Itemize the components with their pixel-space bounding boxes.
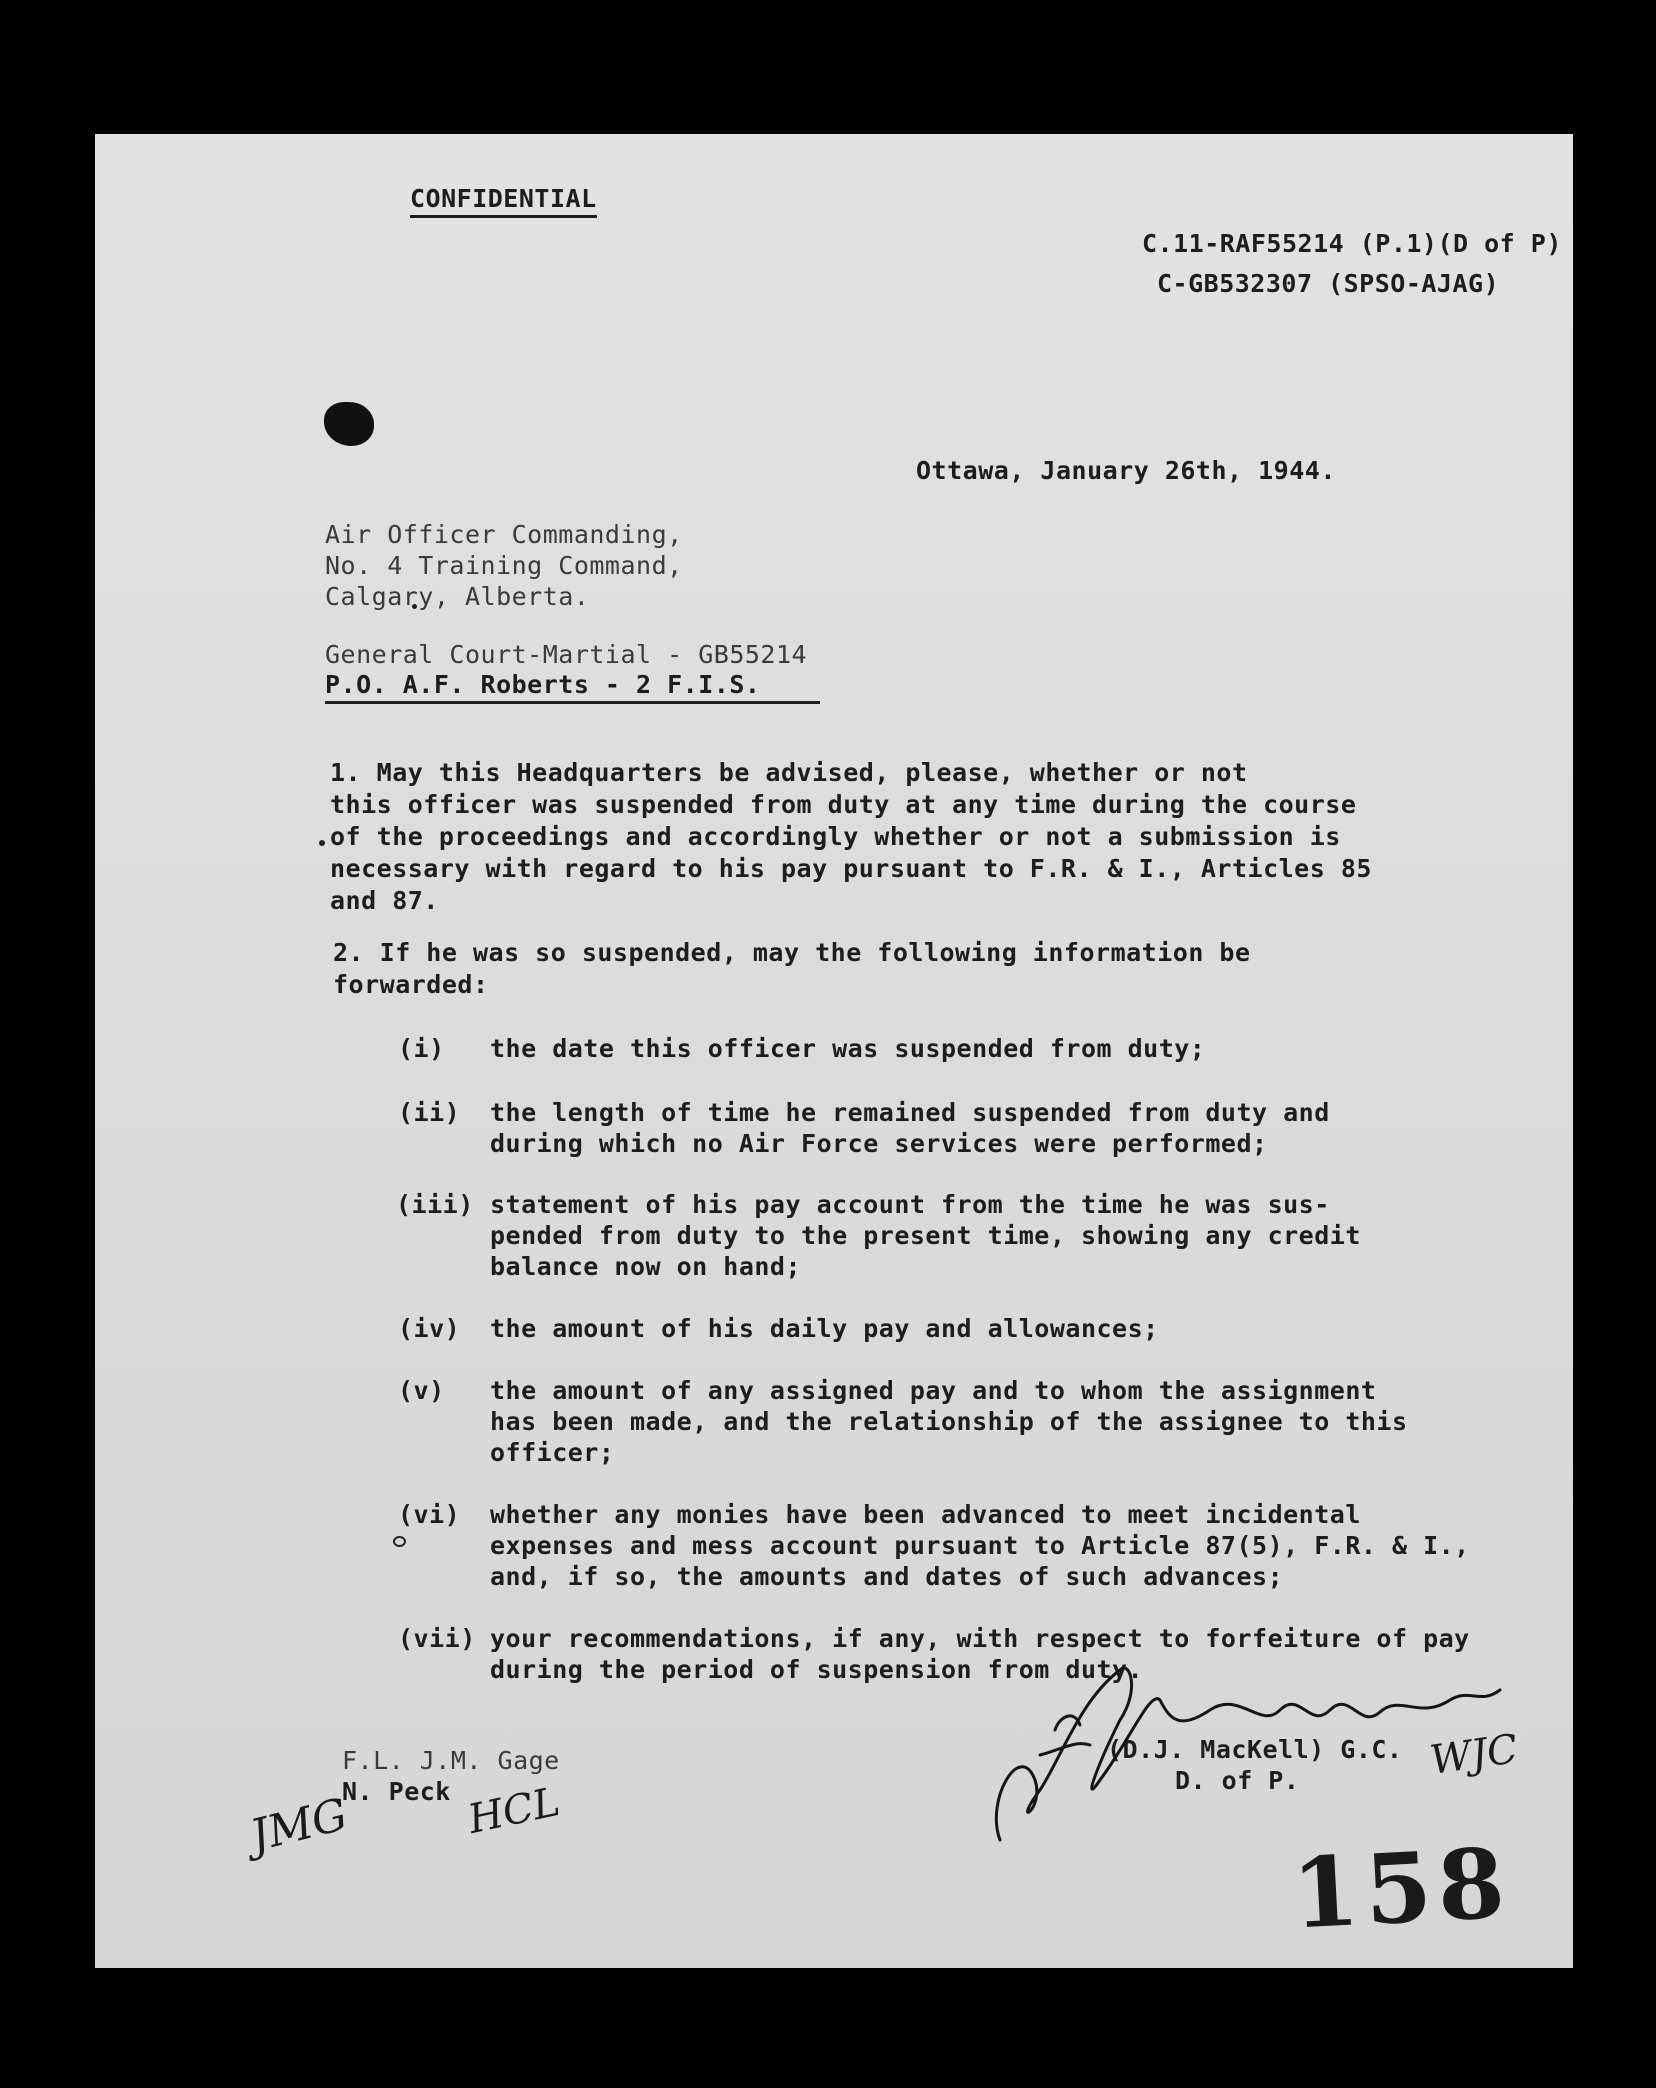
item-number: (vii) — [398, 1624, 476, 1653]
item-text: whether any monies have been advanced to meet incidental — [490, 1500, 1361, 1529]
paragraph-1-line: 1. May this Headquarters be advised, please, whether or not — [330, 758, 1248, 787]
item-text: the length of time he remained suspended from duty and — [490, 1098, 1330, 1127]
item-text: and, if so, the amounts and dates of such advances; — [490, 1562, 1284, 1591]
item-text: during which no Air Force services were performed; — [490, 1129, 1268, 1158]
item-number: (iv) — [398, 1314, 461, 1343]
signatory-name: (D.J. MacKell) G.C. — [1107, 1735, 1403, 1764]
item-text: the date this officer was suspended from duty; — [490, 1034, 1206, 1063]
item-text: has been made, and the relationship of the assignee to this — [490, 1407, 1408, 1436]
item-text: pended from duty to the present time, showing any credit — [490, 1221, 1361, 1250]
addressee-line: Air Officer Commanding, — [325, 520, 683, 549]
item-text: officer; — [490, 1438, 615, 1467]
paragraph-1-line: this officer was suspended from duty at any time during the course — [330, 790, 1357, 819]
paragraph-2-line: forwarded: — [333, 970, 489, 999]
handwritten-page-number: 158 — [1289, 1826, 1514, 1951]
item-text: the amount of his daily pay and allowances; — [490, 1314, 1159, 1343]
item-number: (v) — [398, 1376, 445, 1405]
item-text: your recommendations, if any, with respect to forfeiture of pay — [490, 1624, 1470, 1653]
addressee-line: No. 4 Training Command, — [325, 551, 683, 580]
item-text: statement of his pay account from the time he was sus- — [490, 1190, 1330, 1219]
ink-blot — [324, 402, 374, 446]
paragraph-1-line: and 87. — [330, 886, 439, 915]
item-number: (iii) — [396, 1190, 474, 1219]
file-reference-2: C-GB532307 (SPSO-AJAG) — [1157, 269, 1500, 298]
subject-line-1: General Court-Martial - GB55214 — [325, 640, 808, 669]
addressee-line: Calgary, Alberta. — [325, 582, 590, 611]
speck — [393, 1536, 406, 1547]
item-text: expenses and mess account pursuant to Article 87(5), F.R. & I., — [490, 1531, 1470, 1560]
copy-to-line: F.L. J.M. Gage — [342, 1746, 560, 1775]
item-text: the amount of any assigned pay and to whom the assignment — [490, 1376, 1377, 1405]
speck — [319, 840, 325, 846]
classification-heading: CONFIDENTIAL — [410, 186, 597, 218]
copy-to-line: N. Peck — [342, 1777, 451, 1806]
handwritten-initials: WJC — [1427, 1726, 1521, 1784]
item-number: (i) — [398, 1034, 445, 1063]
dateline: Ottawa, January 26th, 1944. — [916, 456, 1336, 485]
file-reference-1: C.11-RAF55214 (P.1)(D of P) — [1142, 229, 1562, 258]
item-text: during the period of suspension from duty. — [490, 1655, 1144, 1684]
handwritten-initials: HCL — [464, 1778, 564, 1844]
paragraph-1-line: necessary with regard to his pay pursuant to F.R. & I., Articles 85 — [330, 854, 1372, 883]
item-number: (vi) — [398, 1500, 461, 1529]
paragraph-1-line: of the proceedings and accordingly whether or not a submission is — [330, 822, 1341, 851]
handwritten-initials: JMG — [245, 1788, 353, 1863]
paragraph-2-line: 2. If he was so suspended, may the following information be — [333, 938, 1251, 967]
subject-line-2: P.O. A.F. Roberts - 2 F.I.S. — [325, 672, 820, 704]
item-text: balance now on hand; — [490, 1252, 802, 1281]
signatory-title: D. of P. — [1175, 1766, 1300, 1795]
item-number: (ii) — [398, 1098, 461, 1127]
